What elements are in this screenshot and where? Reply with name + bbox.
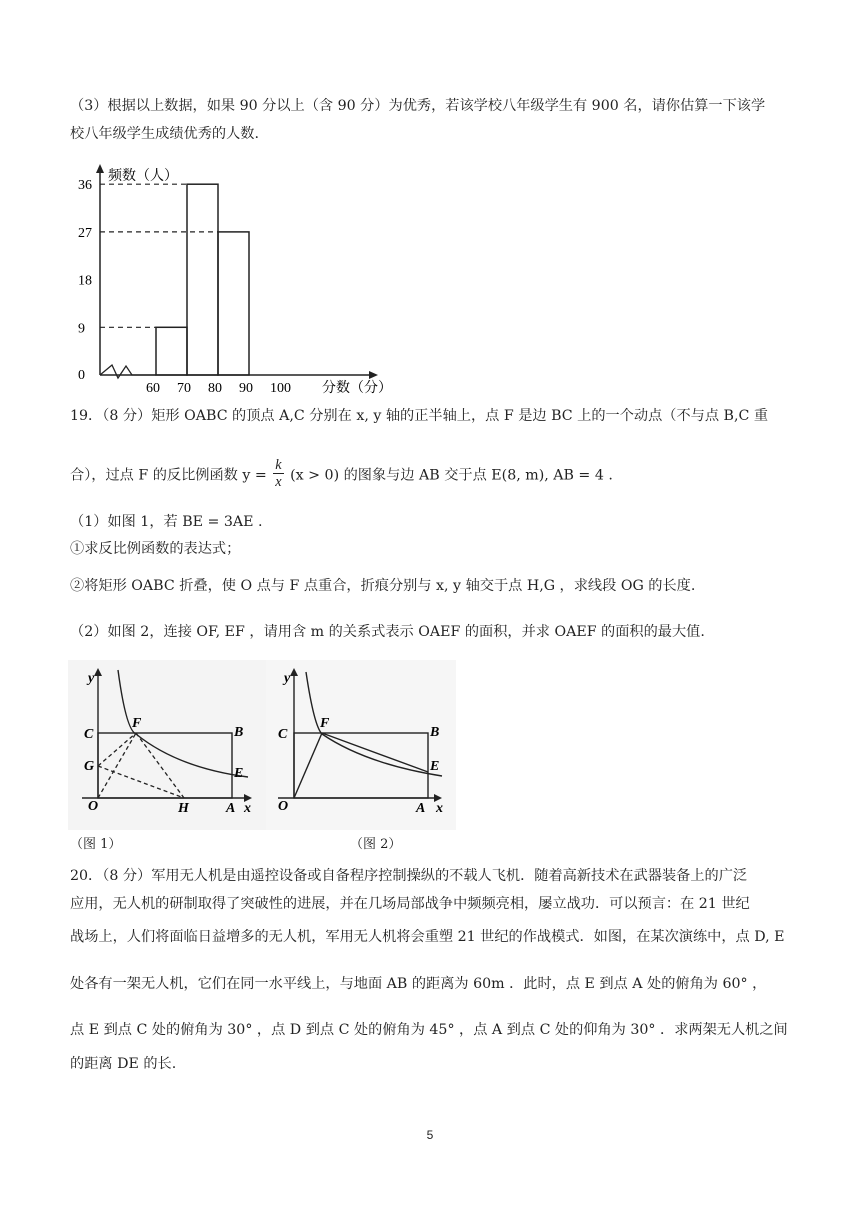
chart-y-tick-label: 9: [78, 321, 85, 337]
fig1-label-e: E: [234, 766, 244, 781]
fig1-label-h: H: [178, 801, 189, 816]
fig2-label-o: O: [278, 799, 289, 814]
chart-bar: [218, 232, 249, 375]
chart-y-tick-label: 36: [78, 178, 92, 194]
fig1-label-a: A: [226, 801, 236, 816]
fig2-label-f: F: [320, 716, 330, 731]
q18-part3-line2: 校八年级学生成绩优秀的人数.: [70, 126, 259, 142]
histogram-chart: [72, 160, 412, 400]
chart-xlabel: 分数（分）: [322, 381, 392, 396]
fig1-label-b: B: [234, 725, 244, 740]
chart-y-arrow: [96, 164, 104, 173]
q19-line1: 19．（8 分）矩形 OABC 的顶点 A,C 分别在 x, y 轴的正半轴上，点 F 是边 BC 上的一个动点（不与点 B,C 重: [70, 408, 769, 424]
chart-x-arrow: [369, 371, 378, 379]
fig1-label-c: C: [84, 727, 94, 742]
fig2-label-x: x: [436, 801, 443, 816]
q19-part1-b: ②将矩形 OABC 折叠，使 O 点与 F 点重合，折痕分别与 x, y 轴交于点 H,G ，求线段 OG 的长度.: [70, 578, 696, 594]
chart-y-tick-label: 18: [78, 273, 92, 289]
q20-line3: 战场上，人们将面临日益增多的无人机，军用无人机将会重塑 21 世纪的作战模式．如图，在某次演练中，点 D, E: [70, 929, 785, 945]
fig2-caption: （图 2）: [350, 837, 402, 852]
chart-y-tick-label: 27: [78, 225, 92, 241]
chart-bar: [187, 184, 218, 375]
fig2-label-e: E: [430, 759, 440, 774]
fig2-label-b: B: [430, 725, 440, 740]
fraction-denominator: x: [275, 474, 282, 490]
chart-y-tick-label: 0: [78, 368, 85, 383]
fig1-label-o: O: [88, 799, 99, 814]
fig1-label-y: y: [88, 671, 95, 686]
q20-line5: 点 E 到点 C 处的俯角为 30° ，点 D 到点 C 处的俯角为 45° ，点 A 到点 C 处的仰角为 30° ．求两架无人机之间: [70, 1022, 788, 1038]
q18-part3-line1: （3）根据以上数据，如果 90 分以上（含 90 分）为优秀，若该学校八年级学生有 900 名，请你估算一下该学: [70, 98, 766, 114]
chart-ylabel: 频数（人）: [108, 169, 178, 184]
fig1-label-x: x: [244, 801, 251, 816]
chart-bar: [156, 327, 187, 375]
q20-line4: 处各有一架无人机，它们在同一水平线上，与地面 AB 的距离为 60m ．此时，点 E 到点 A 处的俯角为 60° ，: [70, 976, 767, 992]
q19-part1: （1）如图 1，若 BE = 3AE .: [70, 514, 263, 530]
q19-line2-pre: 合），过点 F 的反比例函数 y =: [70, 467, 267, 484]
q19-part1-a: ①求反比例函数的表达式；: [70, 541, 241, 557]
fig2-label-y: y: [284, 671, 291, 686]
chart-x-tick-label: 70: [177, 381, 191, 396]
chart-x-tick-label: 100: [270, 381, 291, 396]
fig2-label-c: C: [278, 727, 288, 742]
figure-2: [266, 660, 456, 830]
fig1-label-f: F: [132, 716, 142, 731]
fig2-label-a: A: [416, 801, 426, 816]
q19-line2: [70, 459, 613, 492]
page-number: 5: [426, 1128, 434, 1142]
chart-x-tick-label: 60: [146, 381, 160, 396]
q20-line6: 的距离 DE 的长.: [70, 1056, 177, 1072]
fig1-label-g: G: [84, 759, 95, 774]
chart-x-tick-label: 80: [208, 381, 222, 396]
fraction: [273, 457, 283, 490]
q19-part2: （2）如图 2，连接 OF, EF ，请用含 m 的关系式表示 OAEF 的面积，并求 OAEF 的面积的最大值.: [70, 624, 705, 640]
chart-axis-break: [100, 365, 156, 378]
chart-x-tick-label: 90: [239, 381, 253, 396]
q20-line1: 20．（8 分）军用无人机是由遥控设备或自备程序控制操纵的不载人飞机．随着高新技术在武器装备上的广泛: [70, 868, 748, 884]
fraction-numerator: k: [275, 457, 282, 473]
fig1-caption: （图 1）: [70, 837, 122, 852]
q19-line2-post: (x > 0) 的图象与边 AB 交于点 E(8, m), AB = 4 .: [290, 467, 613, 484]
figure-1: [68, 660, 268, 830]
q20-line2: 应用，无人机的研制取得了突破性的进展，并在几场局部战争中频频亮相，屡立战功．可以预言：在 21 世纪: [70, 896, 750, 912]
